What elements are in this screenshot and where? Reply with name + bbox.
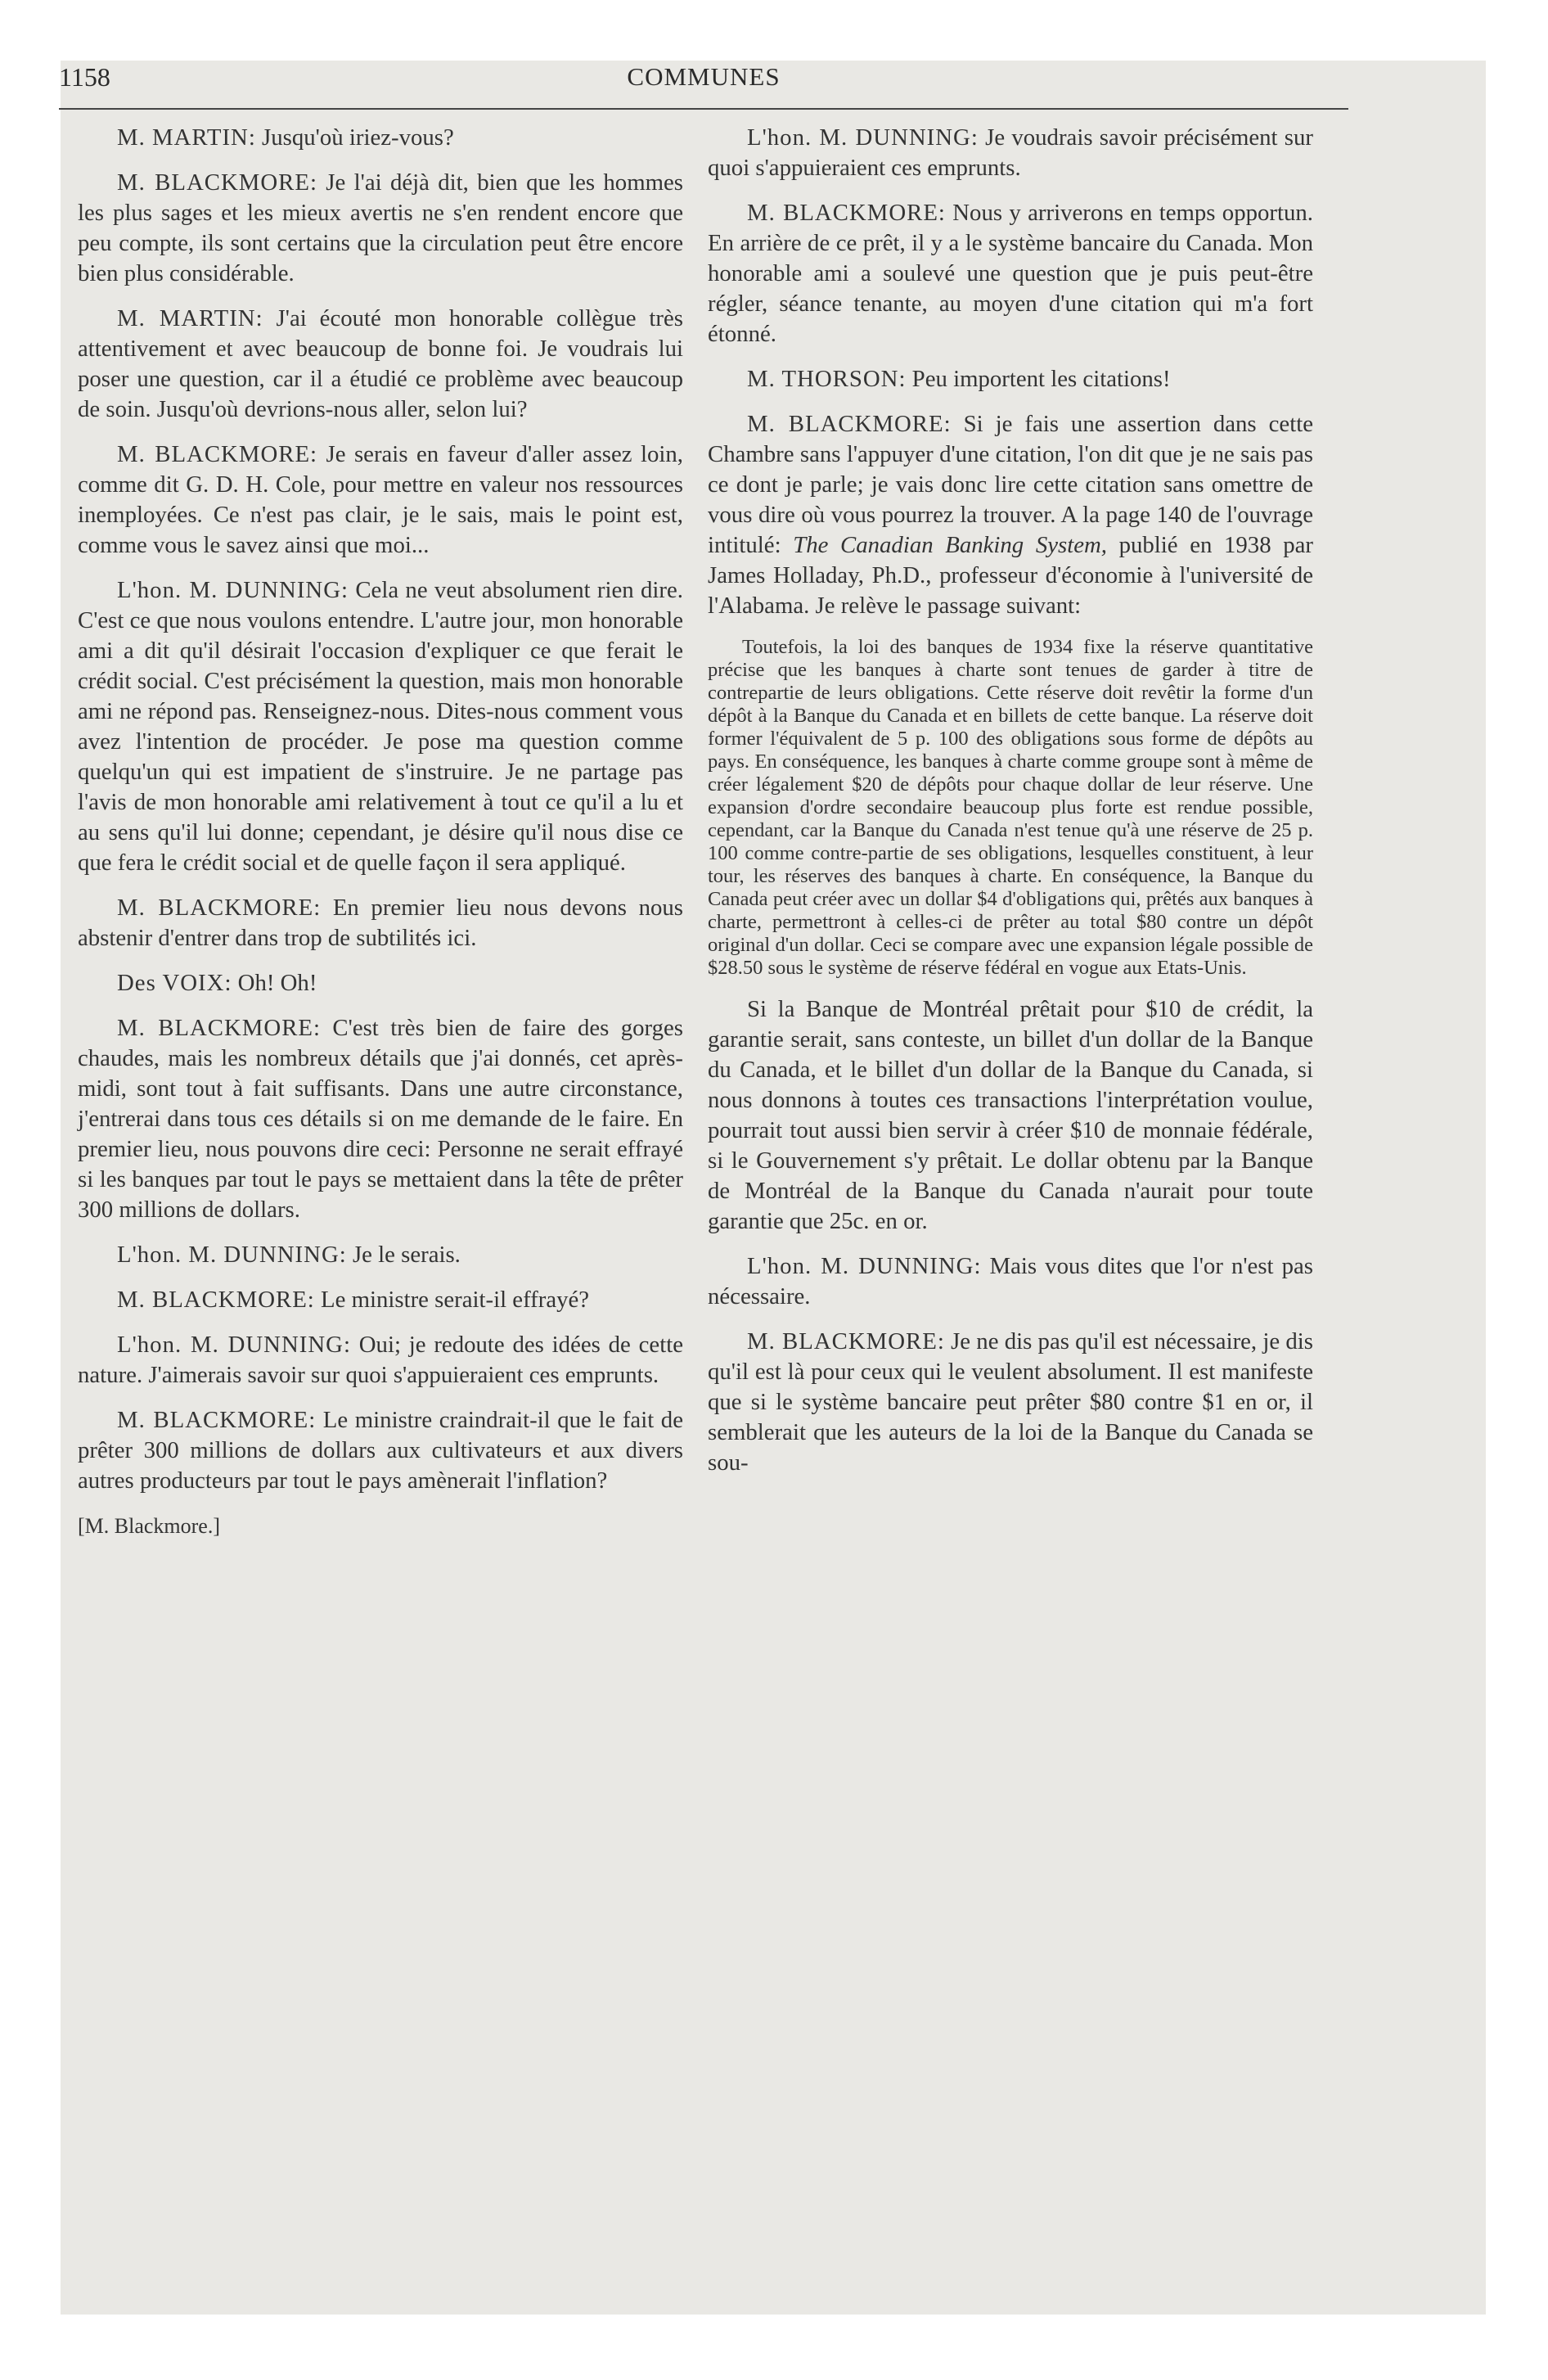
paragraph bbox=[708, 198, 1313, 349]
paragraph bbox=[78, 575, 683, 878]
speech: Je ne dis pas qu'il est nécessaire, je dis qu'il est là pour ceux qui le veulent absolument. Il est manifeste que si le système bancaire peut prêter $80 contre $1 en or, il semblerait que les auteurs de la loi de la Banque du Canada se sou- bbox=[708, 1328, 1313, 1476]
speaker: M. BLACKMORE: bbox=[747, 411, 952, 437]
speaker: L'hon. M. DUNNING: bbox=[747, 1253, 982, 1279]
speaker-attribution: [M. Blackmore.] bbox=[78, 1514, 221, 1538]
page-header bbox=[59, 62, 1348, 111]
speech: Je serais en faveur d'aller assez loin, comme dit G. D. H. Cole, pour mettre en valeur nos ressources inemployées. Ce n'est pas clair, je le sais, mais le point est, comme vous le savez ainsi que moi... bbox=[78, 441, 683, 558]
speaker: M. BLACKMORE: bbox=[117, 169, 317, 196]
paragraph bbox=[708, 1251, 1313, 1312]
speaker: L'hon. M. DUNNING: bbox=[117, 1242, 347, 1268]
speaker: L'hon. M. DUNNING: bbox=[117, 577, 349, 603]
block-quote: Toutefois, la loi des banques de 1934 fixe la réserve quantitative précise que les banques à charte sont tenues de garder à titre de contrepartie de leurs obligations. Cette réserve doit revêtir la forme d'un dépôt à la Banque du Canada et en billets de cette banque. La réserve doit former l'équivalent de 5 p. 100 des obligations sous forme de dépôts au pays. En conséquence, les banques à charte comme groupe sont à même de créer légalement $20 de dépôts pour chaque dollar de leur réserve. Une expansion d'ordre secondaire beaucoup plus forte est rendue possible, cependant, car la Banque du Canada n'est tenue qu'à une réserve de 25 p. 100 comme contre-partie de ses obligations, lesquelles constituent, à leur tour, les réserves des banques à charte. En conséquence, la Banque du Canada peut créer avec un dollar $4 d'obligations qui, prêtés aux banques à charte, permettront à celles-ci de prêter au total $80 contre un dépôt original d'un dollar. Ceci se compare avec une expansion légale possible de $28.50 sous le système de réserve fédéral en vogue aux Etats-Unis. bbox=[708, 636, 1313, 979]
speech: Je voudrais savoir précisément sur quoi s'appuieraient ces emprunts. bbox=[708, 124, 1313, 181]
paragraph bbox=[78, 439, 683, 561]
speech: Le ministre craindrait-il que le fait de prêter 300 millions de dollars aux cultivateurs et aux divers autres producteurs par tout le pays amènerait l'inflation? bbox=[78, 1407, 683, 1494]
right-column bbox=[708, 123, 1313, 1493]
speech: Cela ne veut absolument rien dire. C'est ce que nous voulons entendre. L'autre jour, mon honorable ami a dit qu'il désirait l'occasion d'expliquer ce que ferait le crédit social. C'est précisément la question, mais mon honorable ami ne répond pas. Renseignez-nous. Dites-nous comment vous avez l'intention de procéder. Je pose ma question comme quelqu'un qui est impatient de s'instruire. Je ne partage pas l'avis de mon honorable ami relativement à tout ce qu'il a lu et au sens qu'il lui donne; cependant, je désire qu'il nous dise ce que fera le crédit social et de quelle façon il sera appliqué. bbox=[78, 577, 683, 876]
speaker: M. BLACKMORE: bbox=[117, 1287, 315, 1313]
speaker: L'hon. M. DUNNING: bbox=[747, 124, 979, 151]
speaker: M. BLACKMORE: bbox=[117, 1407, 317, 1433]
speaker: M. BLACKMORE: bbox=[747, 200, 946, 226]
running-title: COMMUNES bbox=[627, 62, 781, 91]
speech: Si je fais une assertion dans cette Chambre sans l'appuyer d'une citation, l'on dit que je ne sais pas ce dont je parle; je vais donc lire cette citation sans omettre de vous dire où vous pourrez la trouver. A la page 140 de l'ouvrage intitulé: bbox=[708, 411, 1313, 558]
speech: Oh! Oh! bbox=[232, 970, 317, 996]
paragraph bbox=[78, 123, 683, 153]
paragraph bbox=[78, 1405, 683, 1496]
speech: C'est très bien de faire des gorges chaudes, mais les nombreux détails que j'ai donnés, cet après-midi, sont tout à fait suffisants. Dans une autre circonstance, j'entrerai dans tous ces détails si on me demande de le faire. En premier lieu, nous pouvons dire ceci: Personne ne serait effrayé si les banques par tout le pays se mettaient dans la tête de prêter 300 millions de dollars. bbox=[78, 1015, 683, 1223]
speaker: Des VOIX: bbox=[117, 970, 232, 996]
speaker: M. BLACKMORE: bbox=[117, 895, 322, 921]
speech: Oui; je redoute des idées de cette nature. J'aimerais savoir sur quoi s'appuieraient ces emprunts. bbox=[78, 1332, 683, 1388]
speech: Le ministre serait-il effrayé? bbox=[314, 1287, 590, 1313]
paragraph bbox=[78, 1285, 683, 1315]
paragraph bbox=[708, 123, 1313, 183]
paragraph bbox=[78, 304, 683, 425]
paragraph bbox=[78, 1330, 683, 1391]
paragraph bbox=[708, 994, 1313, 1237]
paragraph bbox=[708, 1327, 1313, 1478]
paragraph bbox=[78, 968, 683, 998]
speech: Mais vous dites que l'or n'est pas nécessaire. bbox=[708, 1253, 1313, 1309]
speech: Nous y arriverons en temps opportun. En arrière de ce prêt, il y a le système bancaire du Canada. Mon honorable ami a soulevé une question que je puis peut-être régler, séance tenante, au moyen d'une citation qui m'a fort étonné. bbox=[708, 200, 1313, 347]
speaker: L'hon. M. DUNNING: bbox=[117, 1332, 351, 1358]
left-column bbox=[78, 123, 683, 1556]
speaker: M. BLACKMORE: bbox=[117, 1015, 322, 1041]
paragraph bbox=[78, 1240, 683, 1270]
speaker: M. BLACKMORE: bbox=[117, 441, 318, 467]
speaker: M. MARTIN: bbox=[117, 124, 256, 151]
header-rule bbox=[59, 108, 1348, 110]
speech: publié en 1938 par James Holladay, Ph.D., professeur d'économie à l'université de l'Alabama. Je relève le passage suivant: bbox=[708, 532, 1313, 619]
speech: Jusqu'où iriez-vous? bbox=[255, 124, 454, 151]
speaker: M. THORSON: bbox=[747, 366, 907, 392]
speaker: M. BLACKMORE: bbox=[747, 1328, 945, 1355]
book-title: The Canadian Banking System, bbox=[793, 532, 1107, 558]
speech: Peu importent les citations! bbox=[906, 366, 1171, 392]
speaker: M. MARTIN: bbox=[117, 305, 263, 331]
speech: Je l'ai déjà dit, bien que les hommes les plus sages et les mieux avertis ne s'en rendent encore que peu compte, ils sont certains que la circulation peut être encore bien plus considérable. bbox=[78, 169, 683, 286]
paragraph bbox=[78, 168, 683, 289]
paragraph bbox=[78, 893, 683, 953]
paragraph bbox=[708, 364, 1313, 394]
paragraph bbox=[78, 1013, 683, 1225]
speech: Si la Banque de Montréal prêtait pour $10 de crédit, la garantie serait, sans conteste, un billet d'un dollar de la Banque du Canada, et le billet d'un dollar de la Banque du Canada, si nous donnons à toutes ces transactions l'interprétation voulue, pourrait tout aussi bien servir à créer $10 de monnaie fédérale, si le Gouvernement s'y prêtait. Le dollar obtenu par la Banque de Montréal de la Banque du Canada n'aurait pour toute garantie que 25c. en or. bbox=[708, 996, 1313, 1234]
speech: Je le serais. bbox=[346, 1242, 461, 1268]
paragraph bbox=[708, 409, 1313, 621]
speech: J'ai écouté mon honorable collègue très attentivement et avec beaucoup de bonne foi. Je voudrais lui poser une question, car il a étudié ce problème avec beaucoup de soin. Jusqu'où devrions-nous aller, selon lui? bbox=[78, 305, 684, 422]
page-number: 1158 bbox=[59, 62, 110, 92]
speech: En premier lieu nous devons nous abstenir d'entrer dans trop de subtilités ici. bbox=[78, 895, 683, 951]
